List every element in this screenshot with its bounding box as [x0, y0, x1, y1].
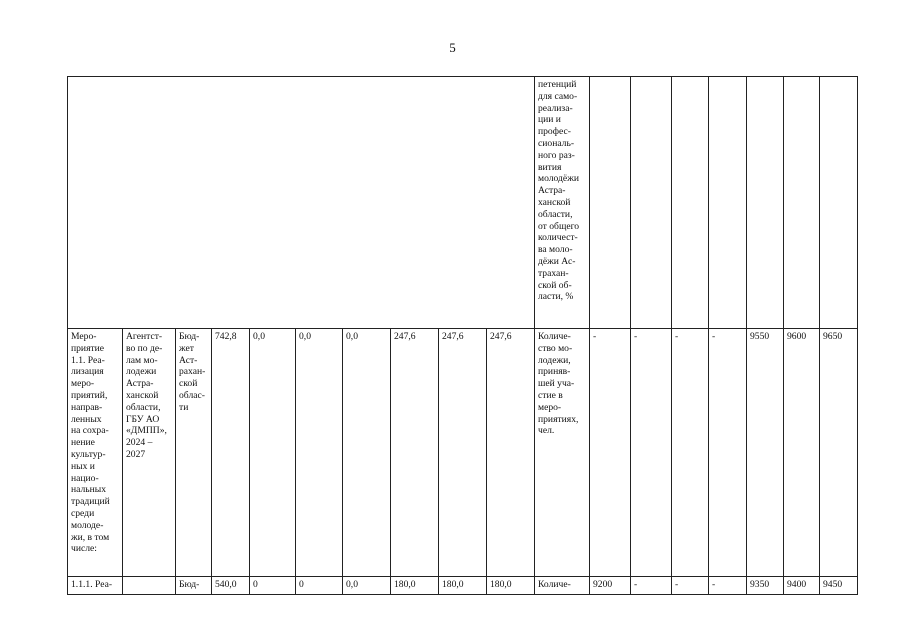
target-cell: [709, 77, 747, 329]
value-cell: 742,8: [212, 329, 250, 577]
indicator-cell: петенций для само- реализа- ции и профес- сиональ- ного раз- вития молодёжи Астра- ханской области, от общего количест- ва моло- дёжи Ас- трахан- ской об- ласти, %: [535, 77, 590, 329]
value-cell: 247,6: [391, 329, 439, 577]
value-cell: 0,0: [343, 329, 391, 577]
page-number: 5: [449, 40, 456, 55]
target-cell: [672, 77, 709, 329]
value-cell: 247,6: [439, 329, 487, 577]
target-cell: [747, 77, 784, 329]
target-cell: 9350: [747, 577, 784, 595]
target-cell: -: [631, 329, 672, 577]
event-name-cell: 1.1.1. Реа-: [68, 577, 123, 595]
indicator-cell: Количе-: [535, 577, 590, 595]
value-cell: 180,0: [439, 577, 487, 595]
target-cell: -: [672, 577, 709, 595]
value-cell: 0: [296, 577, 343, 595]
value-cell: 247,6: [487, 329, 535, 577]
value-cell: 180,0: [391, 577, 439, 595]
target-cell: -: [709, 577, 747, 595]
target-cell: [590, 77, 631, 329]
target-cell: -: [631, 577, 672, 595]
value-cell: 0,0: [343, 577, 391, 595]
table-row-event-1-1: [68, 329, 858, 577]
target-cell: [784, 77, 820, 329]
target-cell: -: [709, 329, 747, 577]
value-cell: 0,0: [250, 329, 296, 577]
value-cell: 0,0: [296, 329, 343, 577]
target-cell: 9650: [820, 329, 858, 577]
event-name-cell: Меро- приятие 1.1. Реа- лизация меро- приятий, направ- ленных на сохра- нение культур- ных и нацио- нальных традиций среди молоде- жи, в том числе:: [68, 329, 123, 577]
table-row-continued-indicator: [68, 77, 858, 329]
target-cell: 9400: [784, 577, 820, 595]
program-table: [67, 76, 858, 595]
target-cell: [820, 77, 858, 329]
value-cell: 180,0: [487, 577, 535, 595]
target-cell: [631, 77, 672, 329]
indicator-cell: Количе- ство мо- лодежи, приняв- шей уча- стие в меро- приятиях, чел.: [535, 329, 590, 577]
value-cell: 0: [250, 577, 296, 595]
target-cell: 9600: [784, 329, 820, 577]
target-cell: -: [672, 329, 709, 577]
target-cell: 9450: [820, 577, 858, 595]
target-cell: -: [590, 329, 631, 577]
merged-empty-cell: [68, 77, 535, 329]
funding-source-cell: Бюд- жет Аст- рахан- ской облас- ти: [176, 329, 212, 577]
table-row-event-1-1-1: [68, 577, 858, 595]
value-cell: 540,0: [212, 577, 250, 595]
executor-cell: Агентст- во по де- лам мо- лодежи Астра- ханской области, ГБУ АО «ДМПП», 2024 – 2027: [123, 329, 176, 577]
target-cell: 9200: [590, 577, 631, 595]
target-cell: 9550: [747, 329, 784, 577]
executor-cell: [123, 577, 176, 595]
funding-source-cell: Бюд-: [176, 577, 212, 595]
